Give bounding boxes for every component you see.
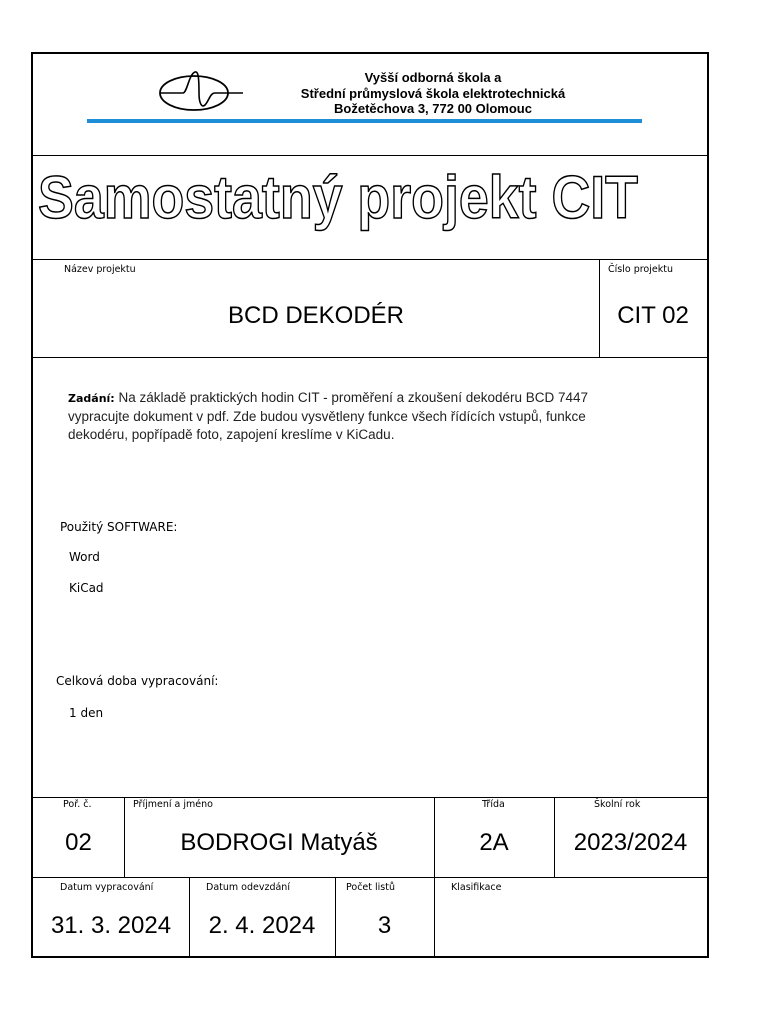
school-name-line2: Střední průmyslová škola elektrotechnická <box>300 85 566 101</box>
pages-value: 3 <box>377 912 392 939</box>
date-submit-value: 2. 4. 2024 <box>208 912 316 939</box>
assignment-label: Zadání: <box>68 392 115 405</box>
software-item-kicad: KiCad <box>69 581 104 595</box>
software-item-word: Word <box>69 550 100 564</box>
date-done-label: Datum vypracování <box>60 882 154 893</box>
project-name: BCD DEKODÉR <box>227 302 405 329</box>
project-cover-sheet <box>31 52 709 958</box>
assignment-line1: Na základě praktických hodin CIT - proměření a zkoušení dekodéru BCD 7447 <box>118 390 589 405</box>
school-logo <box>157 64 247 114</box>
school-name-line1: Vyšší odborná škola a <box>364 70 502 85</box>
assignment-text <box>68 389 698 444</box>
project-name-label: Název projektu <box>64 264 136 275</box>
grade-label: Klasifikace <box>451 882 502 893</box>
order-label: Poř. č. <box>63 799 92 810</box>
project-number: CIT 02 <box>617 302 689 329</box>
student-name: BODROGI Matyáš <box>180 829 378 856</box>
duration-value: 1 den <box>69 706 104 720</box>
document-title <box>33 157 707 257</box>
school-year-label: Školní rok <box>594 799 641 810</box>
software-label: Použitý SOFTWARE: <box>60 520 178 534</box>
class-label: Třída <box>482 799 505 810</box>
date-submit-label: Datum odevzdání <box>206 882 290 893</box>
header-accent-bar <box>87 119 642 123</box>
assignment-line2: vypracujte dokument v pdf. Zde budou vysvětleny funkce všech řídících vstupů, funkce <box>68 409 586 424</box>
duration-label: Celková doba vypracování: <box>56 674 219 688</box>
date-done-value: 31. 3. 2024 <box>50 912 172 939</box>
school-address: Božetěchova 3, 772 00 Olomouc <box>334 101 532 116</box>
assignment-line3: dekodéru, popřípadě foto, zapojení kreslíme v KiCadu. <box>68 427 395 442</box>
student-name-label: Příjmení a jméno <box>133 799 213 810</box>
svg-text:Samostatný projekt CIT: Samostatný projekt CIT <box>38 164 638 231</box>
class-value: 2A <box>479 829 509 856</box>
order-number: 02 <box>65 829 92 856</box>
school-year-value: 2023/2024 <box>573 829 688 856</box>
pages-label: Počet listů <box>346 882 395 893</box>
project-number-label: Číslo projektu <box>608 264 673 275</box>
